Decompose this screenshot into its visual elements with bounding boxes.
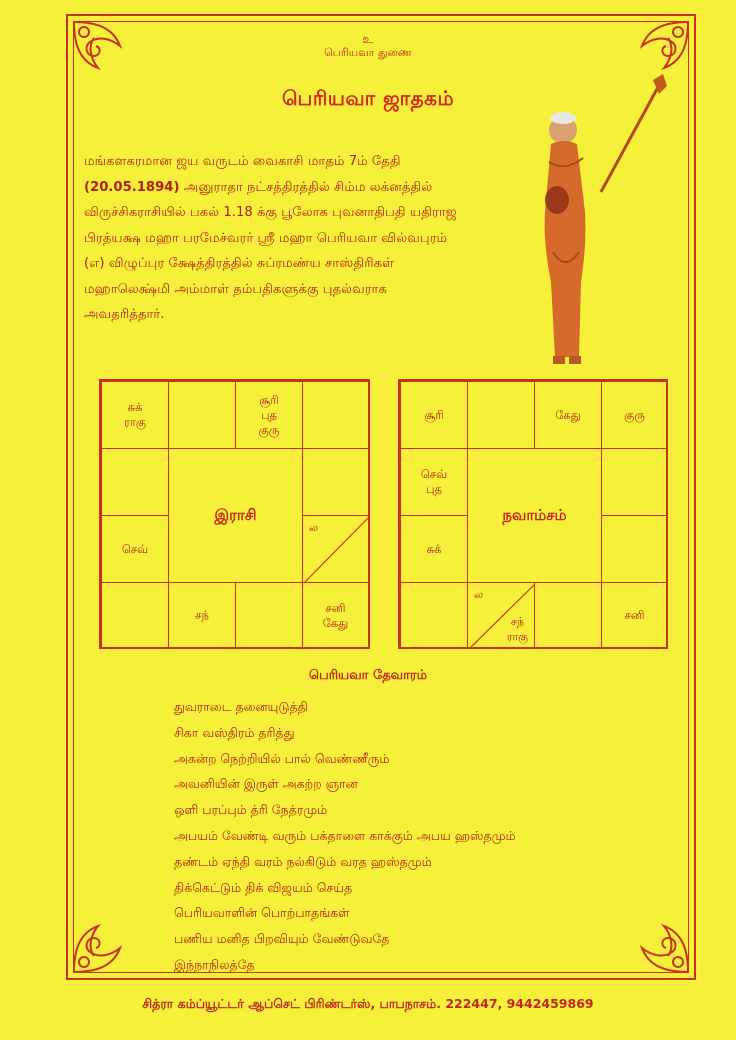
rasi-cell [302, 448, 369, 516]
navamsa-cell [601, 448, 668, 516]
hymn-line: பணிய மனித பிறவியும் வேண்டுவதே [174, 931, 390, 947]
intro-paragraph [84, 149, 544, 328]
page-subtitle: பெரியவா துணை [324, 46, 412, 59]
hymn-line: அகன்ற நெற்றியில் பால் வெண்ணீரும் [174, 750, 390, 766]
navamsa-cell: குரு [601, 381, 668, 449]
rasi-cell: சந் [168, 582, 236, 649]
rasi-cell: செவ் [101, 515, 169, 583]
navamsa-cell: செவ் புத [400, 448, 468, 516]
hymn-line: ஒளி பரப்பும் த்ரி நேத்ரமும் [174, 802, 328, 818]
hymn-line: இந்நாநிலத்தே [174, 956, 255, 972]
intro-line: விருச்சிகராசியில் பகல் 1.18 க்கு பூலோக புவனாதிபதி யதிராஜ [84, 205, 457, 220]
navamsa-cell [400, 582, 468, 649]
navamsa-cell: சூரி [400, 381, 468, 449]
hymn-line: திக்கெட்டும் திக் விஜயம் செய்த [174, 879, 353, 895]
intro-line: (எ) விழுப்புர க்ஷேத்திரத்தில் சுப்ரமண்ய சாஸ்திரிகள் [84, 256, 395, 271]
page-title: பெரியவா ஜாதகம் [281, 86, 455, 110]
printer-footer: சித்ரா கம்ப்யூட்டர் ஆப்செட் பிரிண்டர்ஸ், பாபநாசம். 222447, 9442459869 [142, 996, 594, 1011]
intro-line: பிரத்யக்ஷ மஹா பரமேச்வரர் ஸ்ரீ மஹா பெரியவா வில்வபுரம் [84, 230, 448, 246]
rasi-cell: ல [302, 515, 369, 583]
navamsa-cell [601, 515, 668, 583]
rasi-center-label: இராசி [168, 448, 303, 583]
corner-ornament-bottom-right [622, 906, 692, 976]
birth-date: (20.05.1894) [84, 179, 180, 195]
navamsa-center-label: நவாம்சம் [467, 448, 602, 583]
hymn-line: துவராடை தனையுடுத்தி [174, 699, 308, 714]
navamsa-cell: கேது [534, 381, 602, 449]
om-symbol: உ [362, 32, 374, 46]
navamsa-cell [467, 381, 535, 449]
navamsa-cell [534, 582, 602, 649]
navamsa-cell: சுக் [400, 515, 468, 583]
saint-illustration [535, 72, 675, 377]
navamsa-cell: சனி [601, 582, 668, 649]
hymn-line: சிகா வஸ்திரம் தரித்து [174, 724, 295, 740]
intro-line: அவதரித்தார். [84, 307, 165, 322]
intro-line: (20.05.1894) அனுராதா நட்சத்திரத்தில் சிம்ம லக்னத்தில் [84, 179, 433, 195]
rasi-chart [99, 379, 370, 649]
hymn-verses [174, 694, 624, 978]
rasi-cell [101, 582, 169, 649]
navamsa-chart [398, 379, 668, 649]
intro-line: மங்களகரமான ஜய வருடம் வைகாசி மாதம் 7ம் தேதி [84, 154, 401, 169]
intro-line: மஹாலெக்ஷ்மி அம்மாள் தம்பதிகளுக்கு புதல்வராக [84, 281, 387, 297]
rasi-cell [302, 381, 369, 449]
corner-ornament-bottom-left [70, 906, 140, 976]
rasi-cell [101, 448, 169, 516]
rasi-cell: சனி கேது [302, 582, 369, 649]
hymn-line: பெரியவாளின் பொற்பாதங்கள் [174, 905, 350, 921]
rasi-cell: சூரி புத குரு [235, 381, 303, 449]
hymn-title: பெரியவா தேவாரம் [308, 668, 428, 683]
rasi-cell [168, 381, 236, 449]
hymn-line: தண்டம் ஏந்தி வரம் நல்கிடும் வரத ஹஸ்தமும் [174, 853, 432, 869]
hymn-line: அவனியின் இருள் அகற்ற ஞான [174, 776, 358, 792]
hymn-line: அபயம் வேண்டி வரும் பக்தாளை காக்கும் அபய ஹஸ்தமும் [174, 827, 516, 843]
rasi-cell [235, 582, 303, 649]
rasi-cell: சுக் ராகு [101, 381, 169, 449]
navamsa-cell: ல சந் ராகு [467, 582, 535, 649]
